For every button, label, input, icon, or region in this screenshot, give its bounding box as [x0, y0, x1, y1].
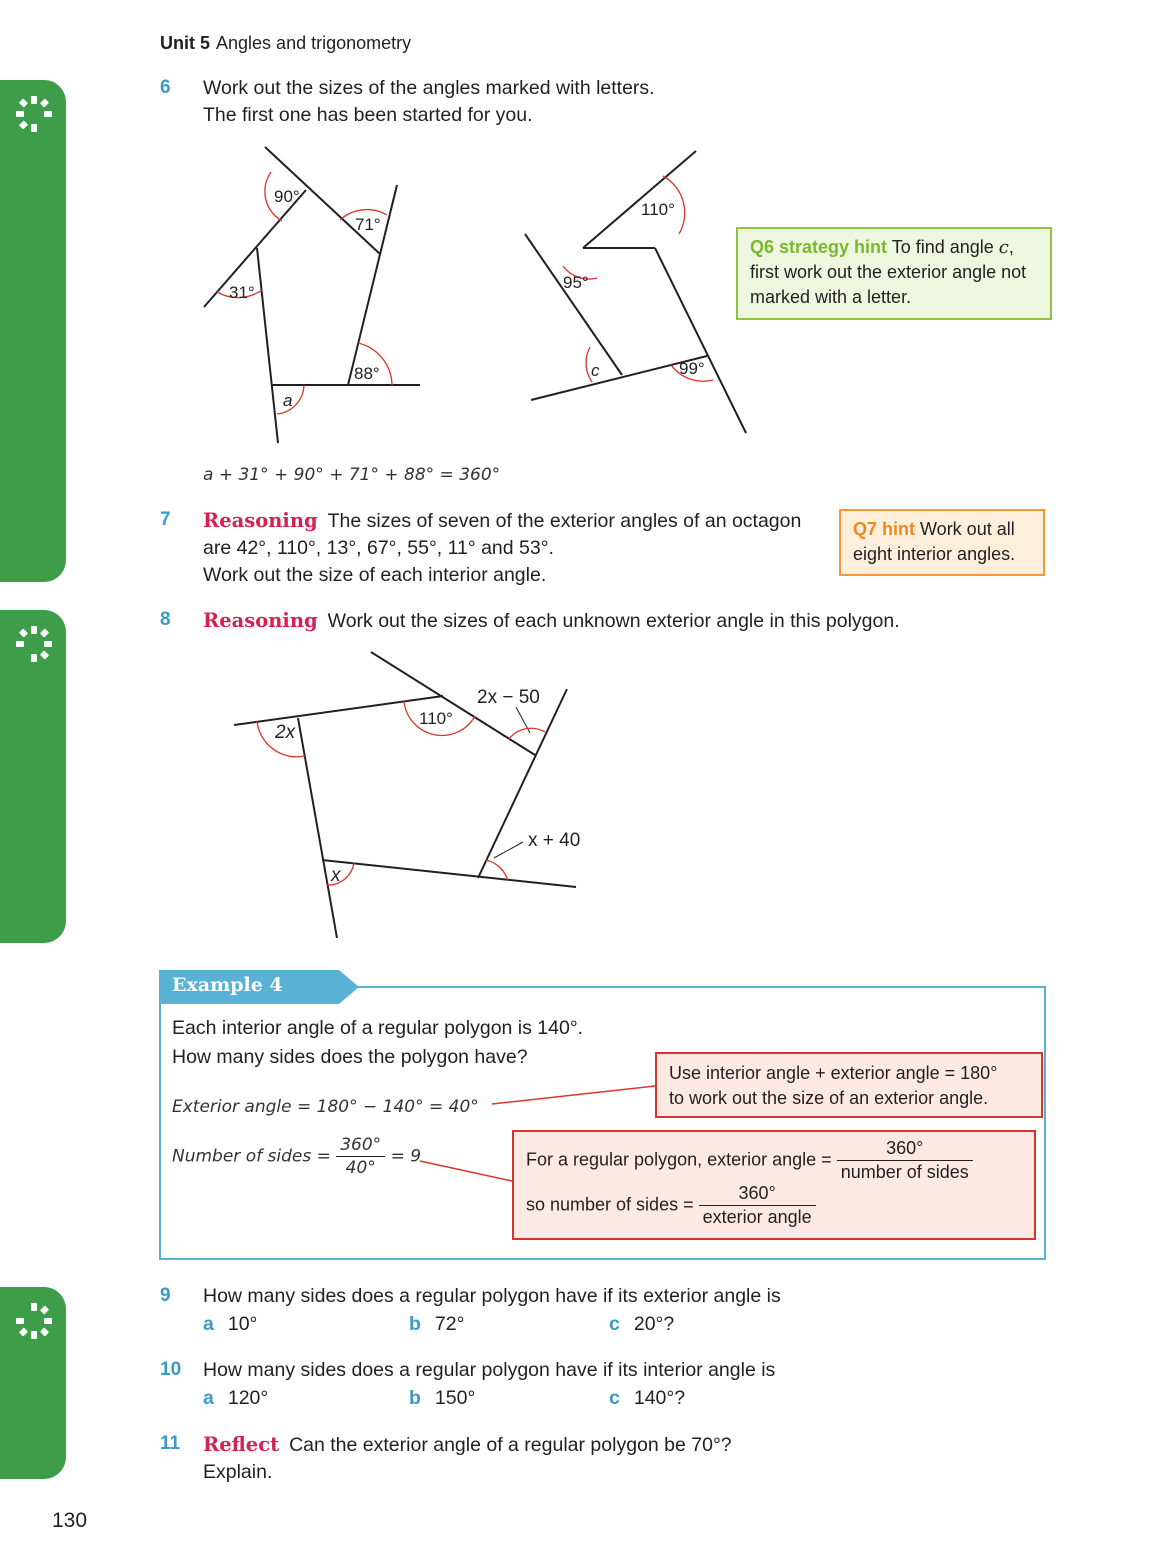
option-letter: b: [409, 1387, 421, 1409]
fraction-denominator: number of sides: [840, 1162, 969, 1182]
option-value: 150°: [434, 1387, 476, 1409]
angle-label-99: 99°: [679, 359, 705, 378]
option-value: 72°: [434, 1313, 465, 1335]
angle-label-x-plus-40: x + 40: [528, 830, 581, 851]
reasoning-keyword: Reasoning: [203, 509, 318, 532]
question-number: 11: [160, 1433, 181, 1454]
fraction-numerator: 360°: [837, 1138, 973, 1161]
example-line: How many sides does the polygon have?: [172, 1046, 528, 1068]
question-line: are 42°, 110°, 13°, 67°, 55°, 11° and 53°.: [203, 537, 554, 559]
working-text: Number of sides =: [172, 1146, 331, 1167]
angle-label-c: c: [591, 361, 600, 380]
question-line: The sizes of seven of the exterior angles of an octagon: [327, 510, 802, 532]
angle-label-x: x: [331, 865, 341, 886]
fraction: [699, 1183, 816, 1228]
hint-text: first work out the exterior angle not marked with a letter.: [750, 262, 1027, 307]
option-c: [609, 1387, 685, 1410]
question-line: Work out the sizes of each unknown exterior angle in this polygon.: [327, 610, 900, 632]
question-number: 9: [160, 1285, 171, 1306]
option-a: [203, 1387, 268, 1410]
example-line: Each interior angle of a regular polygon is 140°.: [172, 1017, 584, 1039]
example-working-1: Exterior angle = 180° − 140° = 40°: [172, 1097, 479, 1117]
option-letter: c: [609, 1313, 620, 1335]
option-b: [409, 1313, 464, 1336]
option-letter: c: [609, 1387, 620, 1409]
hint-title: Q6 strategy hint: [750, 237, 888, 257]
question-line: Work out the sizes of the angles marked with letters.: [203, 77, 655, 99]
question-9-text: How many sides does a regular polygon have if its exterior angle is: [203, 1285, 781, 1307]
question-line: Can the exterior angle of a regular polygon be 70°?: [289, 1434, 732, 1456]
angle-label-90: 90°: [274, 187, 300, 206]
question-number: 7: [160, 509, 171, 530]
page-number: 130: [52, 1509, 88, 1532]
question-line: Explain.: [203, 1461, 273, 1483]
fraction: [837, 1138, 973, 1183]
unit-label: Unit 5: [160, 33, 211, 53]
angle-label-71: 71°: [355, 215, 381, 234]
angle-label-2x-minus-50: 2x − 50: [477, 687, 540, 708]
fraction-denominator: exterior angle: [702, 1207, 812, 1227]
angle-label-a: a: [283, 391, 293, 410]
question-number: 8: [160, 609, 171, 630]
callout-text: For a regular polygon, exterior angle =: [526, 1149, 832, 1170]
reflect-keyword: Reflect: [203, 1433, 280, 1456]
question-number: 6: [160, 77, 171, 98]
callout-box-1: [655, 1052, 1043, 1118]
angle-label-2x: 2x: [275, 722, 296, 743]
angle-label-31: 31°: [229, 283, 255, 302]
unit-title: Angles and trigonometry: [216, 33, 412, 53]
angle-label-95: 95°: [563, 273, 589, 292]
question-line: Work out the size of each interior angle.: [203, 564, 547, 586]
question-line: The first one has been started for you.: [203, 104, 533, 126]
worked-start: a + 31° + 90° + 71° + 88° = 360°: [203, 465, 501, 485]
working-text: = 9: [390, 1146, 422, 1167]
hint-text: ,: [1008, 237, 1014, 257]
callout-box-2: [512, 1130, 1036, 1240]
option-b: [409, 1387, 475, 1410]
hint-var: c: [998, 237, 1009, 258]
hint-text: To find angle: [891, 237, 999, 257]
fraction-numerator: 360°: [699, 1183, 816, 1206]
angle-label-110: 110°: [641, 200, 675, 219]
hint-text: Work out all eight interior angles.: [853, 519, 1016, 564]
callout-line: Use interior angle + exterior angle = 180°: [669, 1063, 998, 1083]
option-value: 20°?: [633, 1313, 675, 1335]
fraction-numerator: 360°: [336, 1135, 385, 1157]
option-letter: a: [203, 1313, 214, 1335]
question-11-text: [203, 1431, 732, 1486]
angle-label-110-q8: 110°: [419, 709, 453, 728]
option-letter: b: [409, 1313, 421, 1335]
fraction-denominator: 40°: [345, 1158, 376, 1178]
hint-title: Q7 hint: [853, 519, 915, 539]
reasoning-keyword: Reasoning: [203, 609, 318, 632]
question-number: 10: [160, 1359, 182, 1380]
option-value: 10°: [227, 1313, 258, 1335]
option-c: [609, 1313, 674, 1336]
callout-line: to work out the size of an exterior angle.: [669, 1088, 989, 1108]
option-letter: a: [203, 1387, 214, 1409]
callout-text: so number of sides =: [526, 1194, 694, 1215]
option-value: 140°?: [633, 1387, 686, 1409]
question-10-text: How many sides does a regular polygon have if its interior angle is: [203, 1359, 776, 1381]
angle-label-88: 88°: [354, 364, 380, 383]
option-value: 120°: [227, 1387, 269, 1409]
example-title: Example 4: [172, 974, 283, 996]
option-a: [203, 1313, 257, 1336]
